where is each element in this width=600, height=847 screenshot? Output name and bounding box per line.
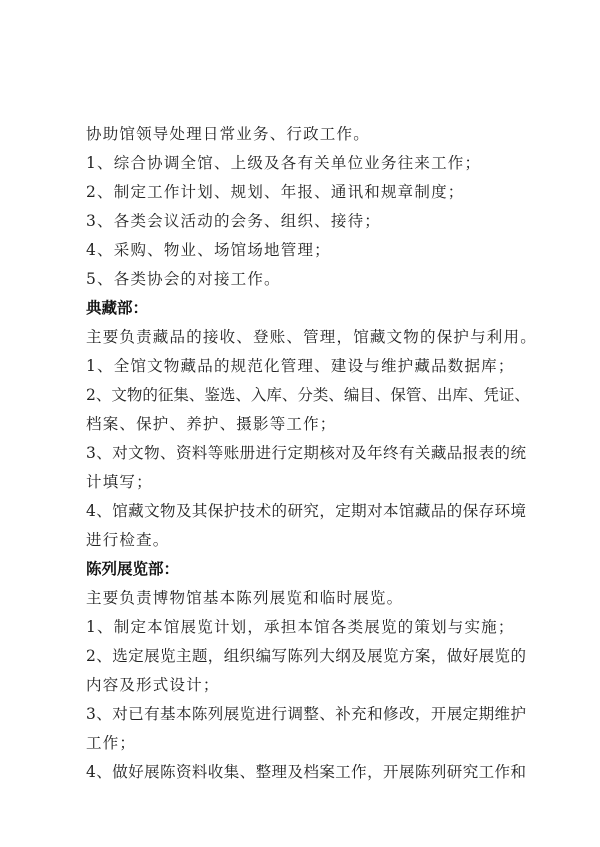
list-item: 1、制定本馆展览计划，承担本馆各类展览的策划与实施； [86, 618, 515, 636]
list-item: 1、综合协调全馆、上级及各有关单位业务往来工作； [86, 154, 482, 172]
list-item: 3、对文物、资料等账册进行定期核对及年终有关藏品报表的统 [86, 444, 526, 462]
list-item-continuation: 计填写； [86, 473, 153, 491]
list-item: 1、全馆文物藏品的规范化管理、建设与维护藏品数据库； [86, 357, 515, 375]
list-item: 4、做好展陈资料收集、整理及档案工作，开展陈列研究工作和 [86, 763, 526, 781]
list-item: 5、各类协会的对接工作。 [86, 270, 281, 288]
list-item-continuation: 进行检查。 [86, 531, 170, 549]
list-item: 2、制定工作计划、规划、年报、通讯和规章制度； [86, 183, 465, 201]
list-item: 3、各类会议活动的会务、组织、接待； [86, 212, 381, 230]
intro-line: 协助馆领导处理日常业务、行政工作。 [86, 125, 370, 143]
list-item-continuation: 内容及形式设计； [86, 676, 220, 694]
list-item: 3、对已有基本陈列展览进行调整、补充和修改，开展定期维护 [86, 705, 526, 723]
list-item: 2、文物的征集、鉴选、入库、分类、编目、保管、出库、凭证、 [86, 386, 530, 404]
list-item: 4、馆藏文物及其保护技术的研究，定期对本馆藏品的保存环境 [86, 502, 526, 520]
list-item-continuation: 工作； [86, 734, 137, 752]
document-body [86, 120, 537, 787]
list-item: 4、采购、物业、场馆场地管理； [86, 241, 331, 259]
list-item-continuation: 档案、保护、养护、摄影等工作； [86, 415, 337, 433]
section-heading-collection: 典藏部： [86, 299, 149, 317]
section-summary: 主要负责博物馆基本陈列展览和临时展览。 [86, 589, 404, 607]
section-heading-exhibition: 陈列展览部： [86, 560, 180, 578]
list-item: 2、选定展览主题，组织编写陈列大纲及展览方案，做好展览的 [86, 647, 526, 665]
section-summary: 主要负责藏品的接收、登账、管理，馆藏文物的保护与利用。 [86, 328, 537, 346]
